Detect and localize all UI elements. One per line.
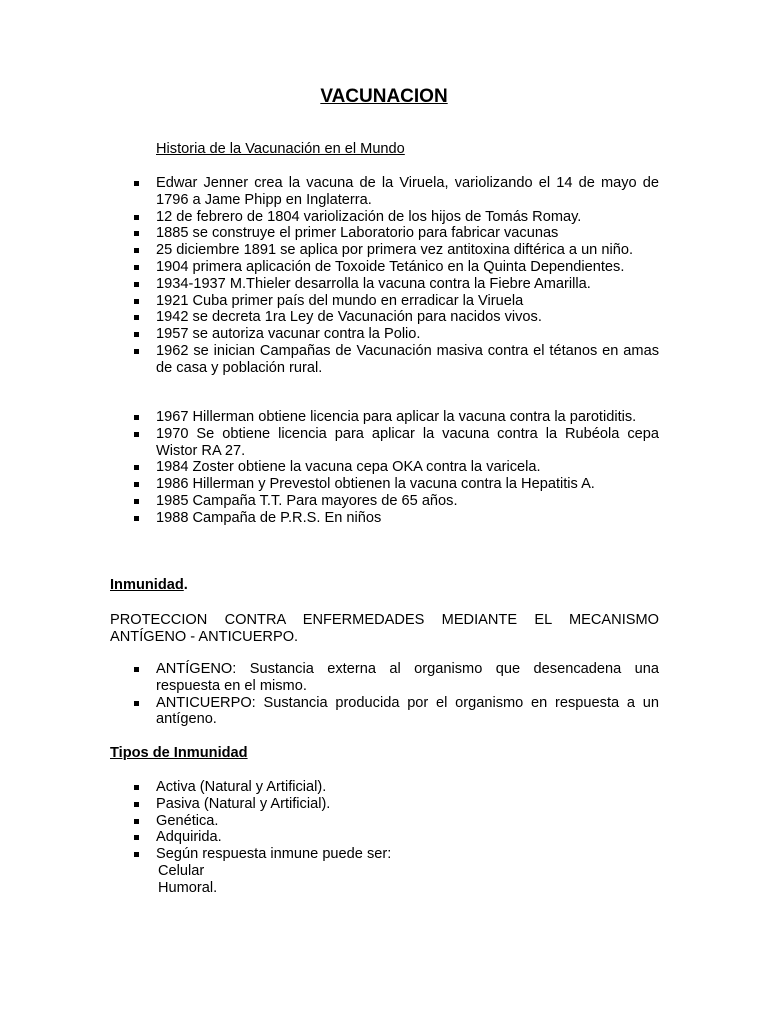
list-item: Según respuesta inmune puede ser: bbox=[110, 846, 659, 863]
list-item: 12 de febrero de 1804 variolización de los hijos de Tomás Romay. bbox=[110, 209, 659, 226]
square-bullet-icon bbox=[134, 231, 139, 236]
page-title: VACUNACION bbox=[320, 86, 448, 107]
list-item: Genética. bbox=[110, 813, 659, 830]
definitions-list bbox=[110, 661, 659, 728]
list-item: 1921 Cuba primer país del mundo en erradicar la Viruela bbox=[110, 293, 659, 310]
square-bullet-icon bbox=[134, 215, 139, 220]
sub-item-celular: Celular bbox=[158, 863, 205, 879]
list-item: Adquirida. bbox=[110, 829, 659, 846]
square-bullet-icon bbox=[134, 835, 139, 840]
list-item: 1957 se autoriza vacunar contra la Polio. bbox=[110, 326, 659, 343]
list-item: 1934-1937 M.Thieler desarrolla la vacuna contra la Fiebre Amarilla. bbox=[110, 276, 659, 293]
list-item: 1986 Hillerman y Prevestol obtienen la vacuna contra la Hepatitis A. bbox=[110, 476, 659, 493]
list-item: Edwar Jenner crea la vacuna de la Viruela, variolizando el 14 de mayo de 1796 a Jame Phipp en Inglaterra. bbox=[110, 175, 659, 209]
square-bullet-icon bbox=[134, 852, 139, 857]
list-item: 1942 se decreta 1ra Ley de Vacunación para nacidos vivos. bbox=[110, 309, 659, 326]
list-item: 1970 Se obtiene licencia para aplicar la vacuna contra la Rubéola cepa Wistor RA 27. bbox=[110, 426, 659, 460]
square-bullet-icon bbox=[134, 465, 139, 470]
inmunidad-heading: Inmunidad. bbox=[110, 577, 188, 593]
square-bullet-icon bbox=[134, 482, 139, 487]
square-bullet-icon bbox=[134, 802, 139, 807]
square-bullet-icon bbox=[134, 248, 139, 253]
square-bullet-icon bbox=[134, 315, 139, 320]
list-item: ANTÍGENO: Sustancia externa al organismo que desencadena una respuesta en el mismo. bbox=[110, 661, 659, 695]
list-item: 1988 Campaña de P.R.S. En niños bbox=[110, 510, 659, 527]
square-bullet-icon bbox=[134, 701, 139, 706]
square-bullet-icon bbox=[134, 667, 139, 672]
protection-statement: PROTECCION CONTRA ENFERMEDADES MEDIANTE EL MECANISMO ANTÍGENO - ANTICUERPO. bbox=[110, 612, 659, 645]
square-bullet-icon bbox=[134, 349, 139, 354]
tipos-list bbox=[110, 779, 659, 863]
list-item: 1962 se inician Campañas de Vacunación masiva contra el tétanos en amas de casa y población rural. bbox=[110, 343, 659, 377]
square-bullet-icon bbox=[134, 415, 139, 420]
square-bullet-icon bbox=[134, 499, 139, 504]
sub-item-humoral: Humoral. bbox=[158, 880, 218, 896]
square-bullet-icon bbox=[134, 785, 139, 790]
square-bullet-icon bbox=[134, 432, 139, 437]
square-bullet-icon bbox=[134, 282, 139, 287]
list-item: 1885 se construye el primer Laboratorio para fabricar vacunas bbox=[110, 225, 659, 242]
square-bullet-icon bbox=[134, 332, 139, 337]
list-item: 1904 primera aplicación de Toxoide Tetánico en la Quinta Dependientes. bbox=[110, 259, 659, 276]
tipos-heading: Tipos de Inmunidad bbox=[110, 745, 248, 761]
history-list-part1 bbox=[110, 175, 659, 377]
list-item: 1984 Zoster obtiene la vacuna cepa OKA contra la varicela. bbox=[110, 459, 659, 476]
list-item: ANTICUERPO: Sustancia producida por el organismo en respuesta a un antígeno. bbox=[110, 695, 659, 729]
square-bullet-icon bbox=[134, 181, 139, 186]
history-list-part2 bbox=[110, 409, 659, 527]
list-item: Activa (Natural y Artificial). bbox=[110, 779, 659, 796]
square-bullet-icon bbox=[134, 265, 139, 270]
list-item: Pasiva (Natural y Artificial). bbox=[110, 796, 659, 813]
list-item: 25 diciembre 1891 se aplica por primera vez antitoxina diftérica a un niño. bbox=[110, 242, 659, 259]
square-bullet-icon bbox=[134, 819, 139, 824]
history-subtitle: Historia de la Vacunación en el Mundo bbox=[156, 141, 405, 157]
square-bullet-icon bbox=[134, 299, 139, 304]
list-item: 1967 Hillerman obtiene licencia para aplicar la vacuna contra la parotiditis. bbox=[110, 409, 659, 426]
square-bullet-icon bbox=[134, 516, 139, 521]
list-item: 1985 Campaña T.T. Para mayores de 65 años. bbox=[110, 493, 659, 510]
